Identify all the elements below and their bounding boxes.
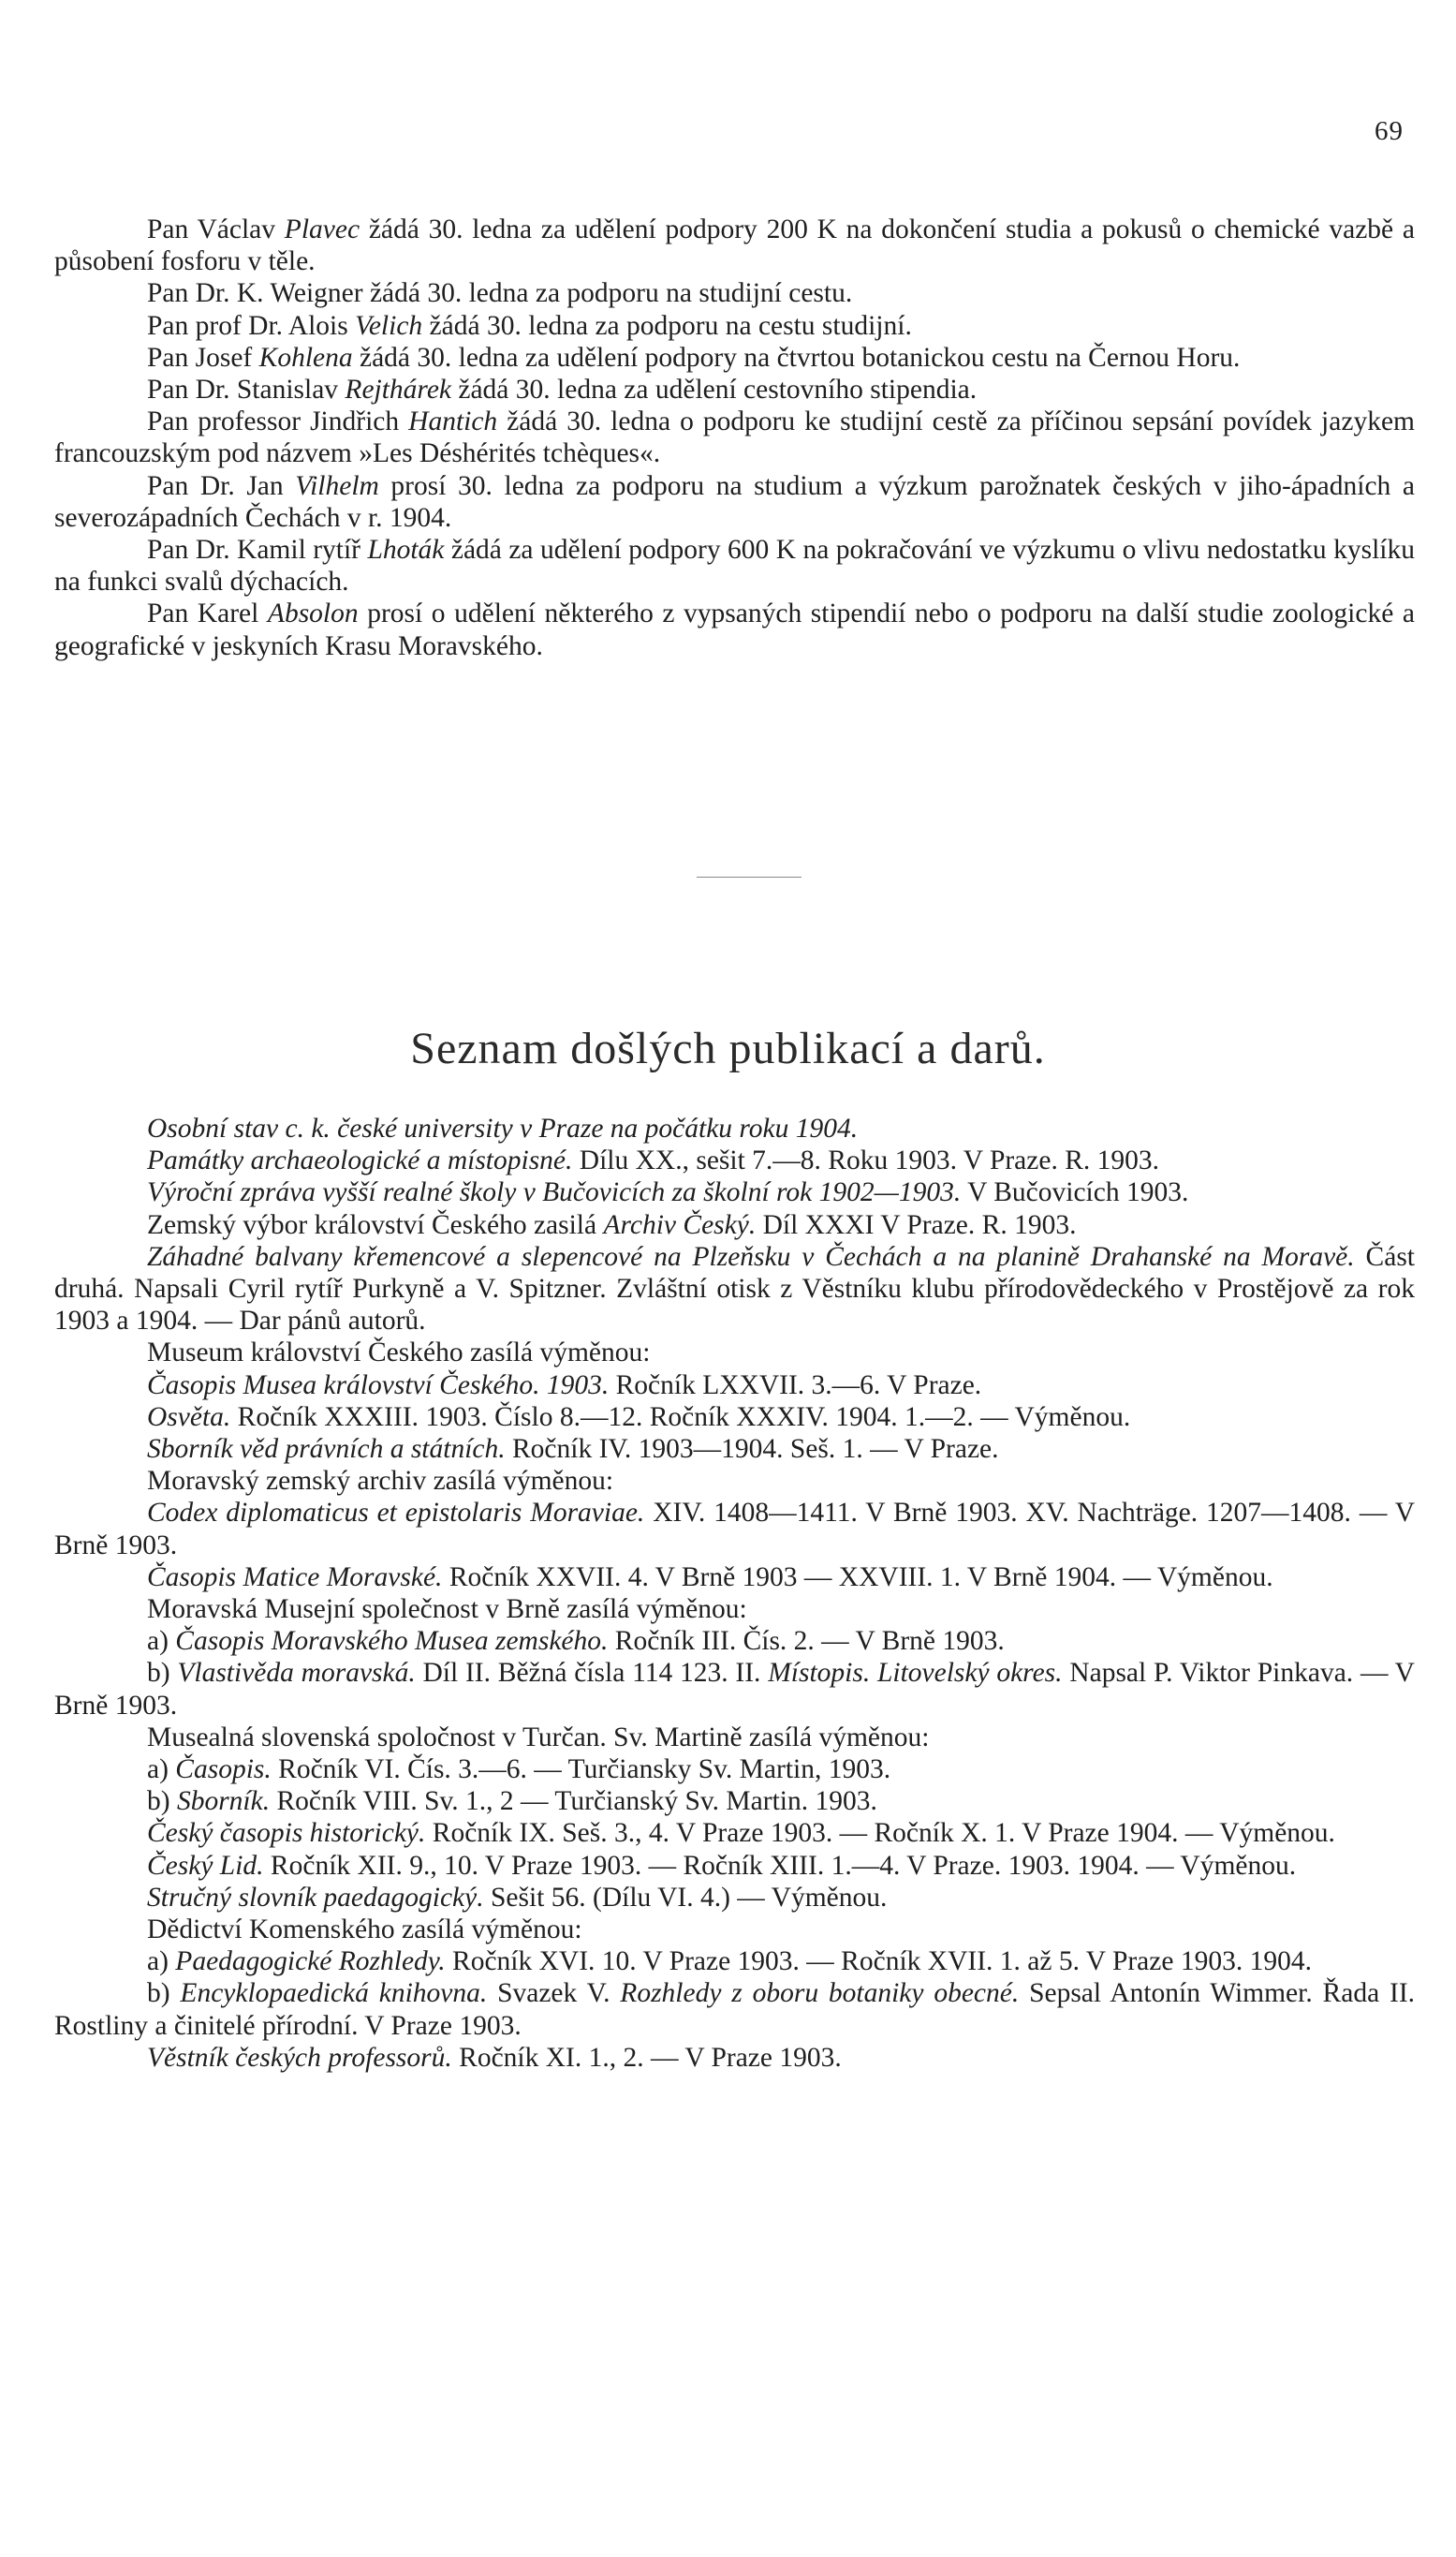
publication-entry: b) Vlastivěda moravská. Díl II. Běžná čísla 114 123. II. Místopis. Litovelský okres. Napsal P. Viktor Pinkava. — V Brně 1903. [54, 1658, 1415, 1721]
publication-entry: Věstník českých professorů. Ročník XI. 1., 2. — V Praze 1903. [147, 2042, 842, 2073]
request-paragraph: Pan Karel Absolon prosí o udělení některého z vypsaných stipendií nebo o podporu na další studie zoologické a geografické v jeskyních Krasu Moravského. [54, 599, 1415, 661]
request-paragraph: Pan professor Jindřich Hantich žádá 30. ledna o podporu ke studijní cestě za příčinou sepsání povídek jazykem francouzským pod názvem »Les Déshérités tchèques«. [54, 406, 1415, 469]
publication-entry: Český Lid. Ročník XII. 9., 10. V Praze 1903. — Ročník XIII. 1.—4. V Praze. 1903. 1904. — Výměnou. [147, 1850, 1297, 1881]
request-paragraph: Pan Dr. Stanislav Rejthárek žádá 30. ledna za udělení cestovního stipendia. [147, 375, 978, 406]
publication-entry: Český časopis historický. Ročník IX. Seš. 3., 4. V Praze 1903. — Ročník X. 1. V Praze 1904. — Výměnou. [147, 1818, 1335, 1849]
publication-entry: Záhadné balvany křemencové a slepencové na Plzeňsku v Čechách a na planině Drahanské na Moravě. Část druhá. Napsali Cyril rytíř Purkyně a V. Spitzner. Zvláštní otisk z Věstníku klubu přírodovědeckého v Prostějově za rok 1903 a 1904. — Dar pánů autorů. [54, 1241, 1415, 1337]
publication-entry: Výroční zpráva vyšší realné školy v Bučovicích za školní rok 1902—1903. V Bučovicích 1903. [147, 1177, 1189, 1208]
request-paragraph: Pan Dr. Kamil rytíř Lhoták žádá za udělení podpory 600 K na pokračování ve výzkumu o vlivu nedostatku kyslíku na funkci svalů dýchacích. [54, 535, 1415, 598]
page-number: 69 [1375, 116, 1404, 146]
request-paragraph: Pan Václav Plavec žádá 30. ledna za udělení podpory 200 K na dokončení studia a pokusů o chemické vazbě a působení fosforu v těle. [54, 214, 1415, 277]
publication-entry: Codex diplomaticus et epistolaris Moraviae. XIV. 1408—1411. V Brně 1903. XV. Nachträge. 1207—1408. — V Brně 1903. [54, 1498, 1415, 1560]
publication-entry: Moravská Musejní společnost v Brně zasílá výměnou: [147, 1594, 747, 1625]
publication-entry: a) Paedagogické Rozhledy. Ročník XVI. 10. V Praze 1903. — Ročník XVII. 1. až 5. V Praze 1903. 1904. [147, 1946, 1312, 1977]
publication-entry: Museum království Českého zasílá výměnou: [147, 1338, 651, 1368]
request-paragraph: Pan Dr. K. Weigner žádá 30. ledna za podporu na studijní cestu. [147, 278, 853, 309]
section-divider [697, 877, 802, 878]
publications-section [54, 1113, 1415, 2074]
publication-entry: Zemský výbor království Českého zasilá Archiv Český. Díl XXXI V Praze. R. 1903. [147, 1209, 1077, 1240]
publication-entry: Sborník věd právních a státních. Ročník IV. 1903—1904. Seš. 1. — V Praze. [147, 1434, 999, 1465]
request-paragraph: Pan prof Dr. Alois Velich žádá 30. ledna za podporu na cestu studijní. [147, 310, 912, 341]
publication-entry: b) Encyklopaedická knihovna. Svazek V. Rozhledy z oboru botaniky obecné. Sepsal Antonín Wimmer. Řada II. Rostliny a činitelé přírodní. V Praze 1903. [54, 1978, 1416, 2041]
publication-entry: Musealná slovenská spoločnost v Turčan. Sv. Martině zasílá výměnou: [147, 1722, 930, 1752]
section-title: Seznam došlých publikací a darů. [410, 1024, 1046, 1073]
request-paragraph: Pan Dr. Jan Vilhelm prosí 30. ledna za podporu na studium a výzkum parožnatek českých v jiho-ápadních a severozápadních Čechách v r. 1904. [54, 470, 1415, 533]
publication-entry: Dědictví Komenského zasílá výměnou: [147, 1914, 582, 1945]
publication-entry: Osvěta. Ročník XXXIII. 1903. Číslo 8.—12. Ročník XXXIV. 1904. 1.—2. — Výměnou. [147, 1401, 1131, 1432]
publication-entry: Osobní stav c. k. české university v Praze na počátku roku 1904. [147, 1114, 859, 1144]
publication-entry: Časopis Musea království Českého. 1903. Ročník LXXVII. 3.—6. V Praze. [147, 1369, 982, 1400]
publication-entry: Stručný slovník paedagogický. Sešit 56. (Dílu VI. 4.) — Výměnou. [147, 1882, 888, 1913]
publication-entry: Časopis Matice Moravské. Ročník XXVII. 4. V Brně 1903 — XXVIII. 1. V Brně 1904. — Výměnou. [147, 1561, 1273, 1592]
requests-section [54, 214, 1415, 662]
publication-entry: Moravský zemský archiv zasílá výměnou: [147, 1466, 614, 1497]
publication-entry: a) Časopis Moravského Musea zemského. Ročník III. Čís. 2. — V Brně 1903. [147, 1626, 1005, 1657]
request-paragraph: Pan Josef Kohlena žádá 30. ledna za udělení podpory na čtvrtou botanickou cestu na Černou Horu. [147, 342, 1241, 373]
publication-entry: b) Sborník. Ročník VIII. Sv. 1., 2 — Turčianský Sv. Martin. 1903. [147, 1786, 877, 1817]
publication-entry: Památky archaeologické a místopisné. Dílu XX., sešit 7.—8. Roku 1903. V Praze. R. 1903. [147, 1145, 1160, 1176]
publication-entry: a) Časopis. Ročník VI. Čís. 3.—6. — Turčiansky Sv. Martin, 1903. [147, 1754, 891, 1785]
